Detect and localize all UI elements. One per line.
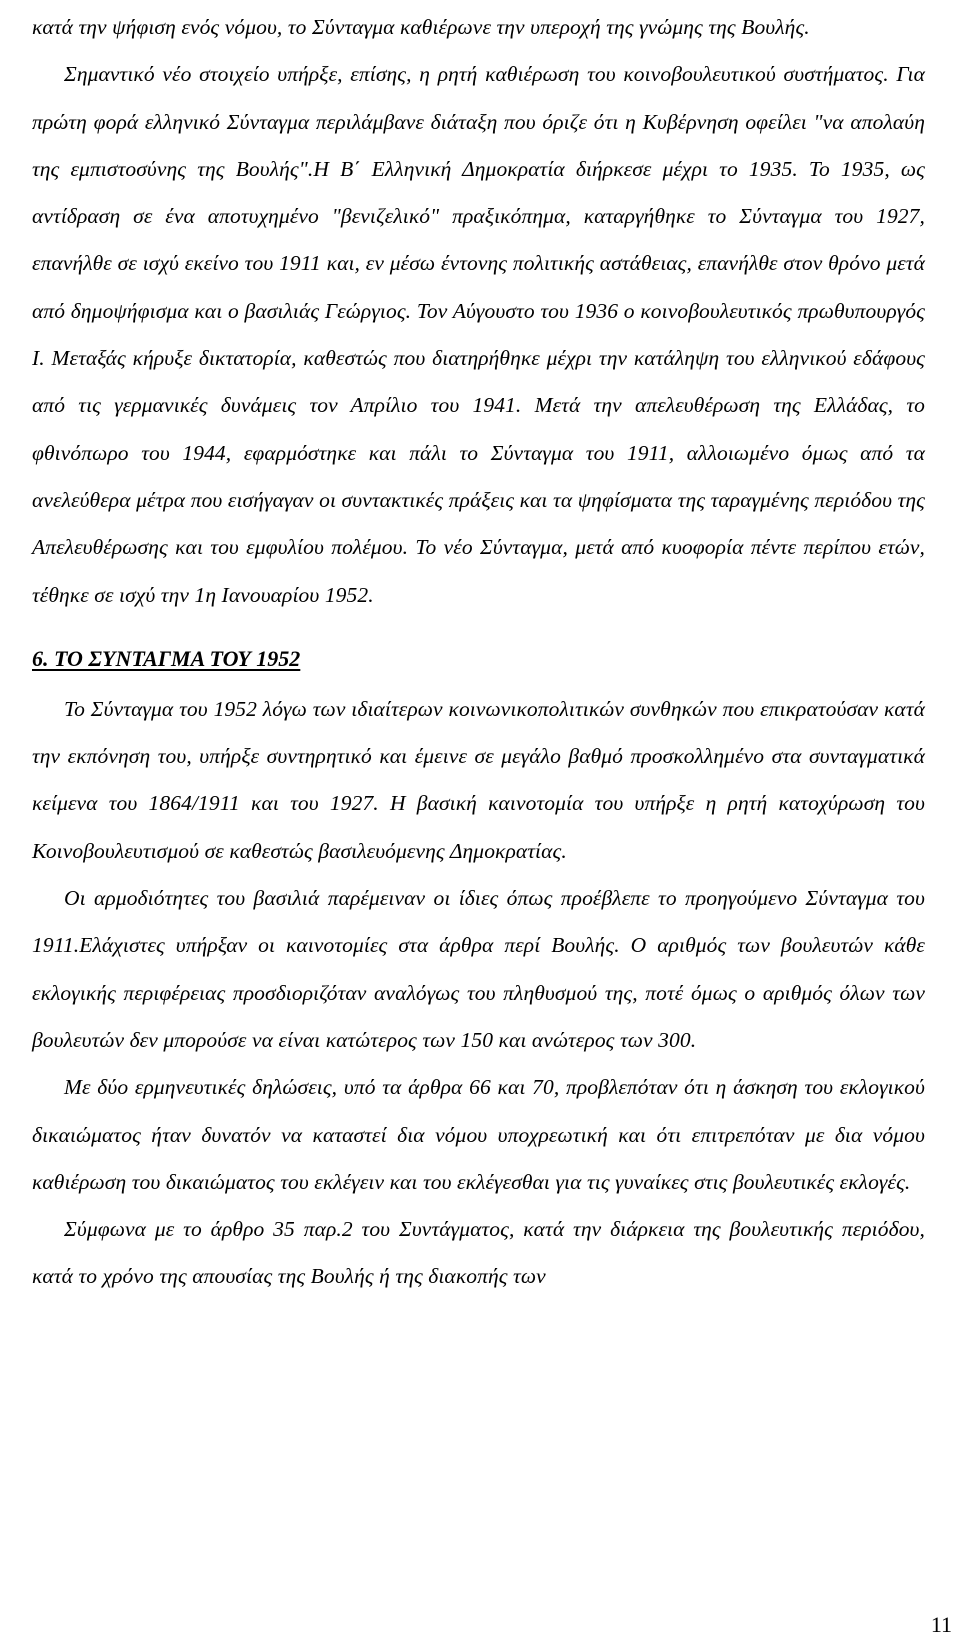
paragraph: κατά την ψήφιση ενός νόμου, το Σύνταγμα καθιέρωνε την υπεροχή της γνώμης της Βουλής.: [32, 15, 810, 39]
paragraph: Με δύο ερμηνευτικές δηλώσεις, υπό τα άρθρα 66 και 70, προβλεπόταν ότι η άσκηση του εκλογικού δικαιώματος ήταν δυνατόν να καταστεί δια νόμου υποχρεωτική και ότι επιτρεπόταν με δια νόμου καθιέρωση του δικαιώματος του εκλέγειν και του εκλέγεσθαι για τις γυναίκες στις βουλευτικές εκλογές.: [32, 1075, 925, 1194]
paragraph: Σύμφωνα με το άρθρο 35 παρ.2 του Συντάγματος, κατά την διάρκεια της βουλευτικής περιόδου, κατά το χρόνο της απουσίας της Βουλής ή της διακοπής των: [32, 1217, 925, 1289]
paragraph: Οι αρμοδιότητες του βασιλιά παρέμειναν οι ίδιες όπως προέβλεπε το προηγούμενο Σύνταγμα του 1911.Ελάχιστες υπήρξαν οι καινοτομίες στα άρθρα περί Βουλής. Ο αριθμός των βουλευτών κάθε εκλογικής περιφέρειας προσδιοριζόταν αναλόγως του πληθυσμού της, ποτέ όμως ο αριθμός όλων των βουλευτών δεν μπορούσε να είναι κατώτερος των 150 και ανώτερος των 300.: [32, 886, 925, 1052]
paragraph: Σημαντικό νέο στοιχείο υπήρξε, επίσης, η ρητή καθιέρωση του κοινοβουλευτικού συστήματος. Για πρώτη φορά ελληνικό Σύνταγμα περιλάμβανε διάταξη που όριζε ότι η Κυβέρνηση οφείλει "να απολαύη της εμπιστοσύνης της Βουλής".Η Β΄ Ελληνική Δημοκρατία διήρκεσε μέχρι το 1935. Το 1935, ως αντίδραση σε ένα αποτυχημένο "βενιζελικό" πραξικόπημα, καταργήθηκε το Σύνταγμα του 1927, επανήλθε σε ισχύ εκείνο του 1911 και, εν μέσω έντονης πολιτικής αστάθειας, επανήλθε στον θρόνο μετά από δημοψήφισμα και ο βασιλιάς Γεώργιος. Τον Αύγουστο του 1936 ο κοινοβουλευτικός πρωθυπουργός Ι. Μεταξάς κήρυξε δικτατορία, καθεστώς που διατηρήθηκε μέχρι την κατάληψη του ελληνικού εδάφους από τις γερμανικές δυνάμεις τον Απρίλιο του 1941. Μετά την απελευθέρωση της Ελλάδας, το φθινόπωρο του 1944, εφαρμόστηκε και πάλι το Σύνταγμα του 1911, αλλοιωμένο όμως από τα ανελεύθερα μέτρα που εισήγαγαν οι συντακτικές πράξεις και τα ψηφίσματα της ταραγμένης περιόδου της Απελευθέρωσης και του εμφυλίου πολέμου. Το νέο Σύνταγμα, μετά από κυοφορία πέντε περίπου ετών, τέθηκε σε ισχύ την 1η Ιανουαρίου 1952.: [32, 62, 925, 607]
document-page: [32, 4, 925, 1301]
page-number: 11: [930, 1612, 952, 1637]
section-heading: 6. ΤΟ ΣΥΝΤΑΓΜΑ ΤΟΥ 1952: [32, 645, 301, 671]
paragraph: Το Σύνταγμα του 1952 λόγω των ιδιαίτερων κοινωνικοπολιτικών συνθηκών που επικρατούσαν κατά την εκπόνηση του, υπήρξε συντηρητικό και έμεινε σε μεγάλο βαθμό προσκολλημένο στα συνταγματικά κείμενα του 1864/1911 και του 1927. Η βασική καινοτομία του υπήρξε η ρητή κατοχύρωση του Κοινοβουλευτισμού σε καθεστώς βασιλευόμενης Δημοκρατίας.: [32, 696, 925, 863]
